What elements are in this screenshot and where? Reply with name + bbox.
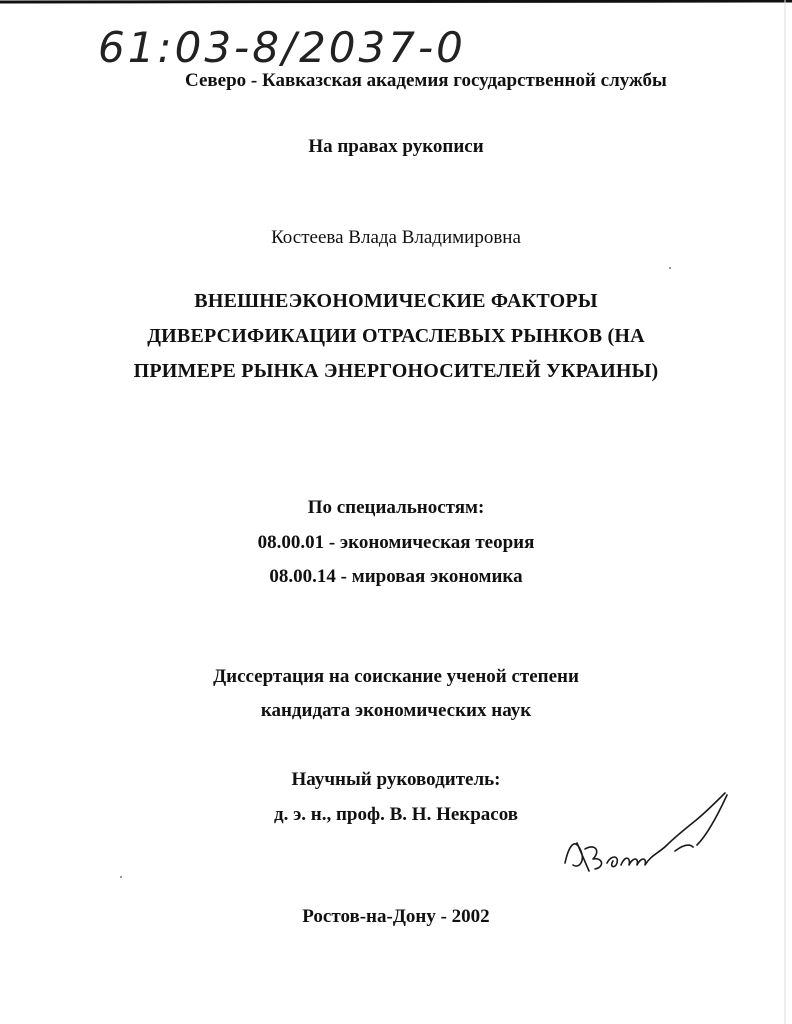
signature — [555, 785, 755, 885]
institution-name: Северо - Кавказская академия государственной службы — [185, 70, 667, 91]
degree-line-2: кандидата экономических наук — [260, 700, 532, 721]
degree-line-1: Диссертация на соискание ученой степени — [213, 666, 579, 687]
specialty-2: 08.00.14 - мировая экономика — [269, 566, 523, 587]
title-line-3: ПРИМЕРЕ РЫНКА ЭНЕРГОНОСИТЕЛЕЙ УКРАИНЫ) — [133, 360, 659, 382]
supervisor-heading: Научный руководитель: — [291, 769, 501, 790]
handwritten-registration-number — [98, 18, 548, 74]
title-line-1: ВНЕШНЕЭКОНОМИЧЕСКИЕ ФАКТОРЫ — [194, 290, 598, 312]
scan-speck — [669, 267, 671, 269]
specialty-1: 08.00.01 - экономическая теория — [257, 532, 535, 553]
city-year: Ростов-на-Дону - 2002 — [302, 906, 490, 927]
manuscript-status: На правах рукописи — [308, 136, 484, 157]
title-line-2: ДИВЕРСИФИКАЦИИ ОТРАСЛЕВЫХ РЫНКОВ (НА — [147, 325, 645, 347]
author-name: Костеева Влада Владимировна — [271, 227, 521, 248]
scan-speck — [120, 876, 122, 878]
handwritten-number-text: 61:03-8/2037-0 — [98, 23, 466, 72]
specialties-heading: По специальностям: — [307, 497, 485, 518]
supervisor-name: д. э. н., проф. В. Н. Некрасов — [273, 804, 519, 825]
